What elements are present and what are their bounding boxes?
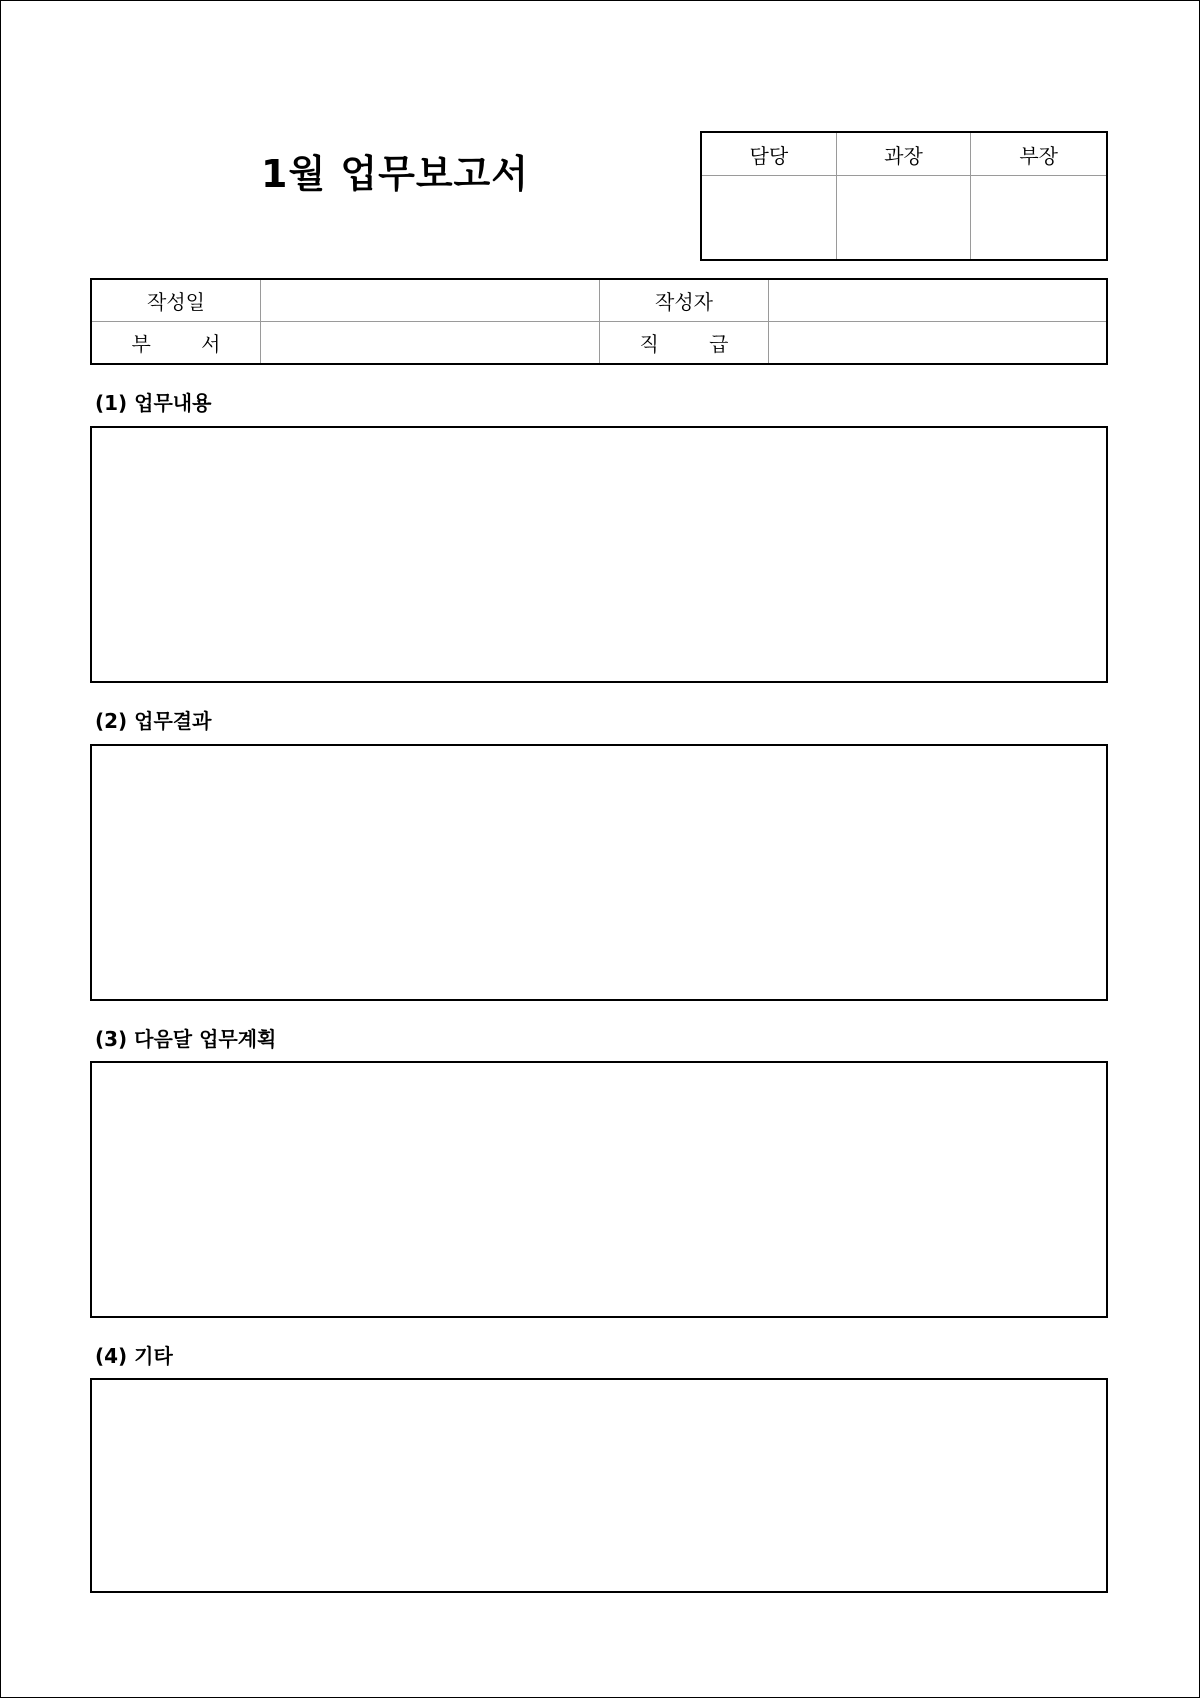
- approval-header-staff: 담당: [702, 133, 837, 176]
- department-label: [92, 322, 261, 364]
- position-field[interactable]: [769, 322, 1106, 364]
- section-box-work-content[interactable]: [90, 426, 1108, 683]
- document-title: 1월 업무보고서: [261, 152, 529, 196]
- written-date-field[interactable]: [261, 280, 600, 322]
- department-field[interactable]: [261, 322, 600, 364]
- section-label-work-content: (1) 업무내용: [95, 391, 212, 415]
- section-box-next-month-plan[interactable]: [90, 1061, 1108, 1318]
- author-field[interactable]: [769, 280, 1106, 322]
- approval-table: [700, 131, 1108, 261]
- section-box-work-result[interactable]: [90, 744, 1108, 1001]
- approval-sign-director[interactable]: [971, 176, 1106, 259]
- approval-header-manager: 과장: [837, 133, 972, 176]
- info-table: [90, 278, 1108, 365]
- approval-header-director: 부장: [971, 133, 1106, 176]
- written-date-label: 작성일: [92, 280, 261, 322]
- section-label-work-result: (2) 업무결과: [95, 709, 212, 733]
- position-label: [600, 322, 769, 364]
- author-label: 작성자: [600, 280, 769, 322]
- section-label-next-month-plan: (3) 다음달 업무계획: [95, 1027, 277, 1051]
- approval-sign-staff[interactable]: [702, 176, 837, 259]
- department-label-text: 부 서: [131, 331, 243, 356]
- section-label-etc: (4) 기타: [95, 1344, 173, 1368]
- position-label-text: 직 급: [639, 331, 751, 356]
- approval-sign-manager[interactable]: [837, 176, 972, 259]
- section-box-etc[interactable]: [90, 1378, 1108, 1593]
